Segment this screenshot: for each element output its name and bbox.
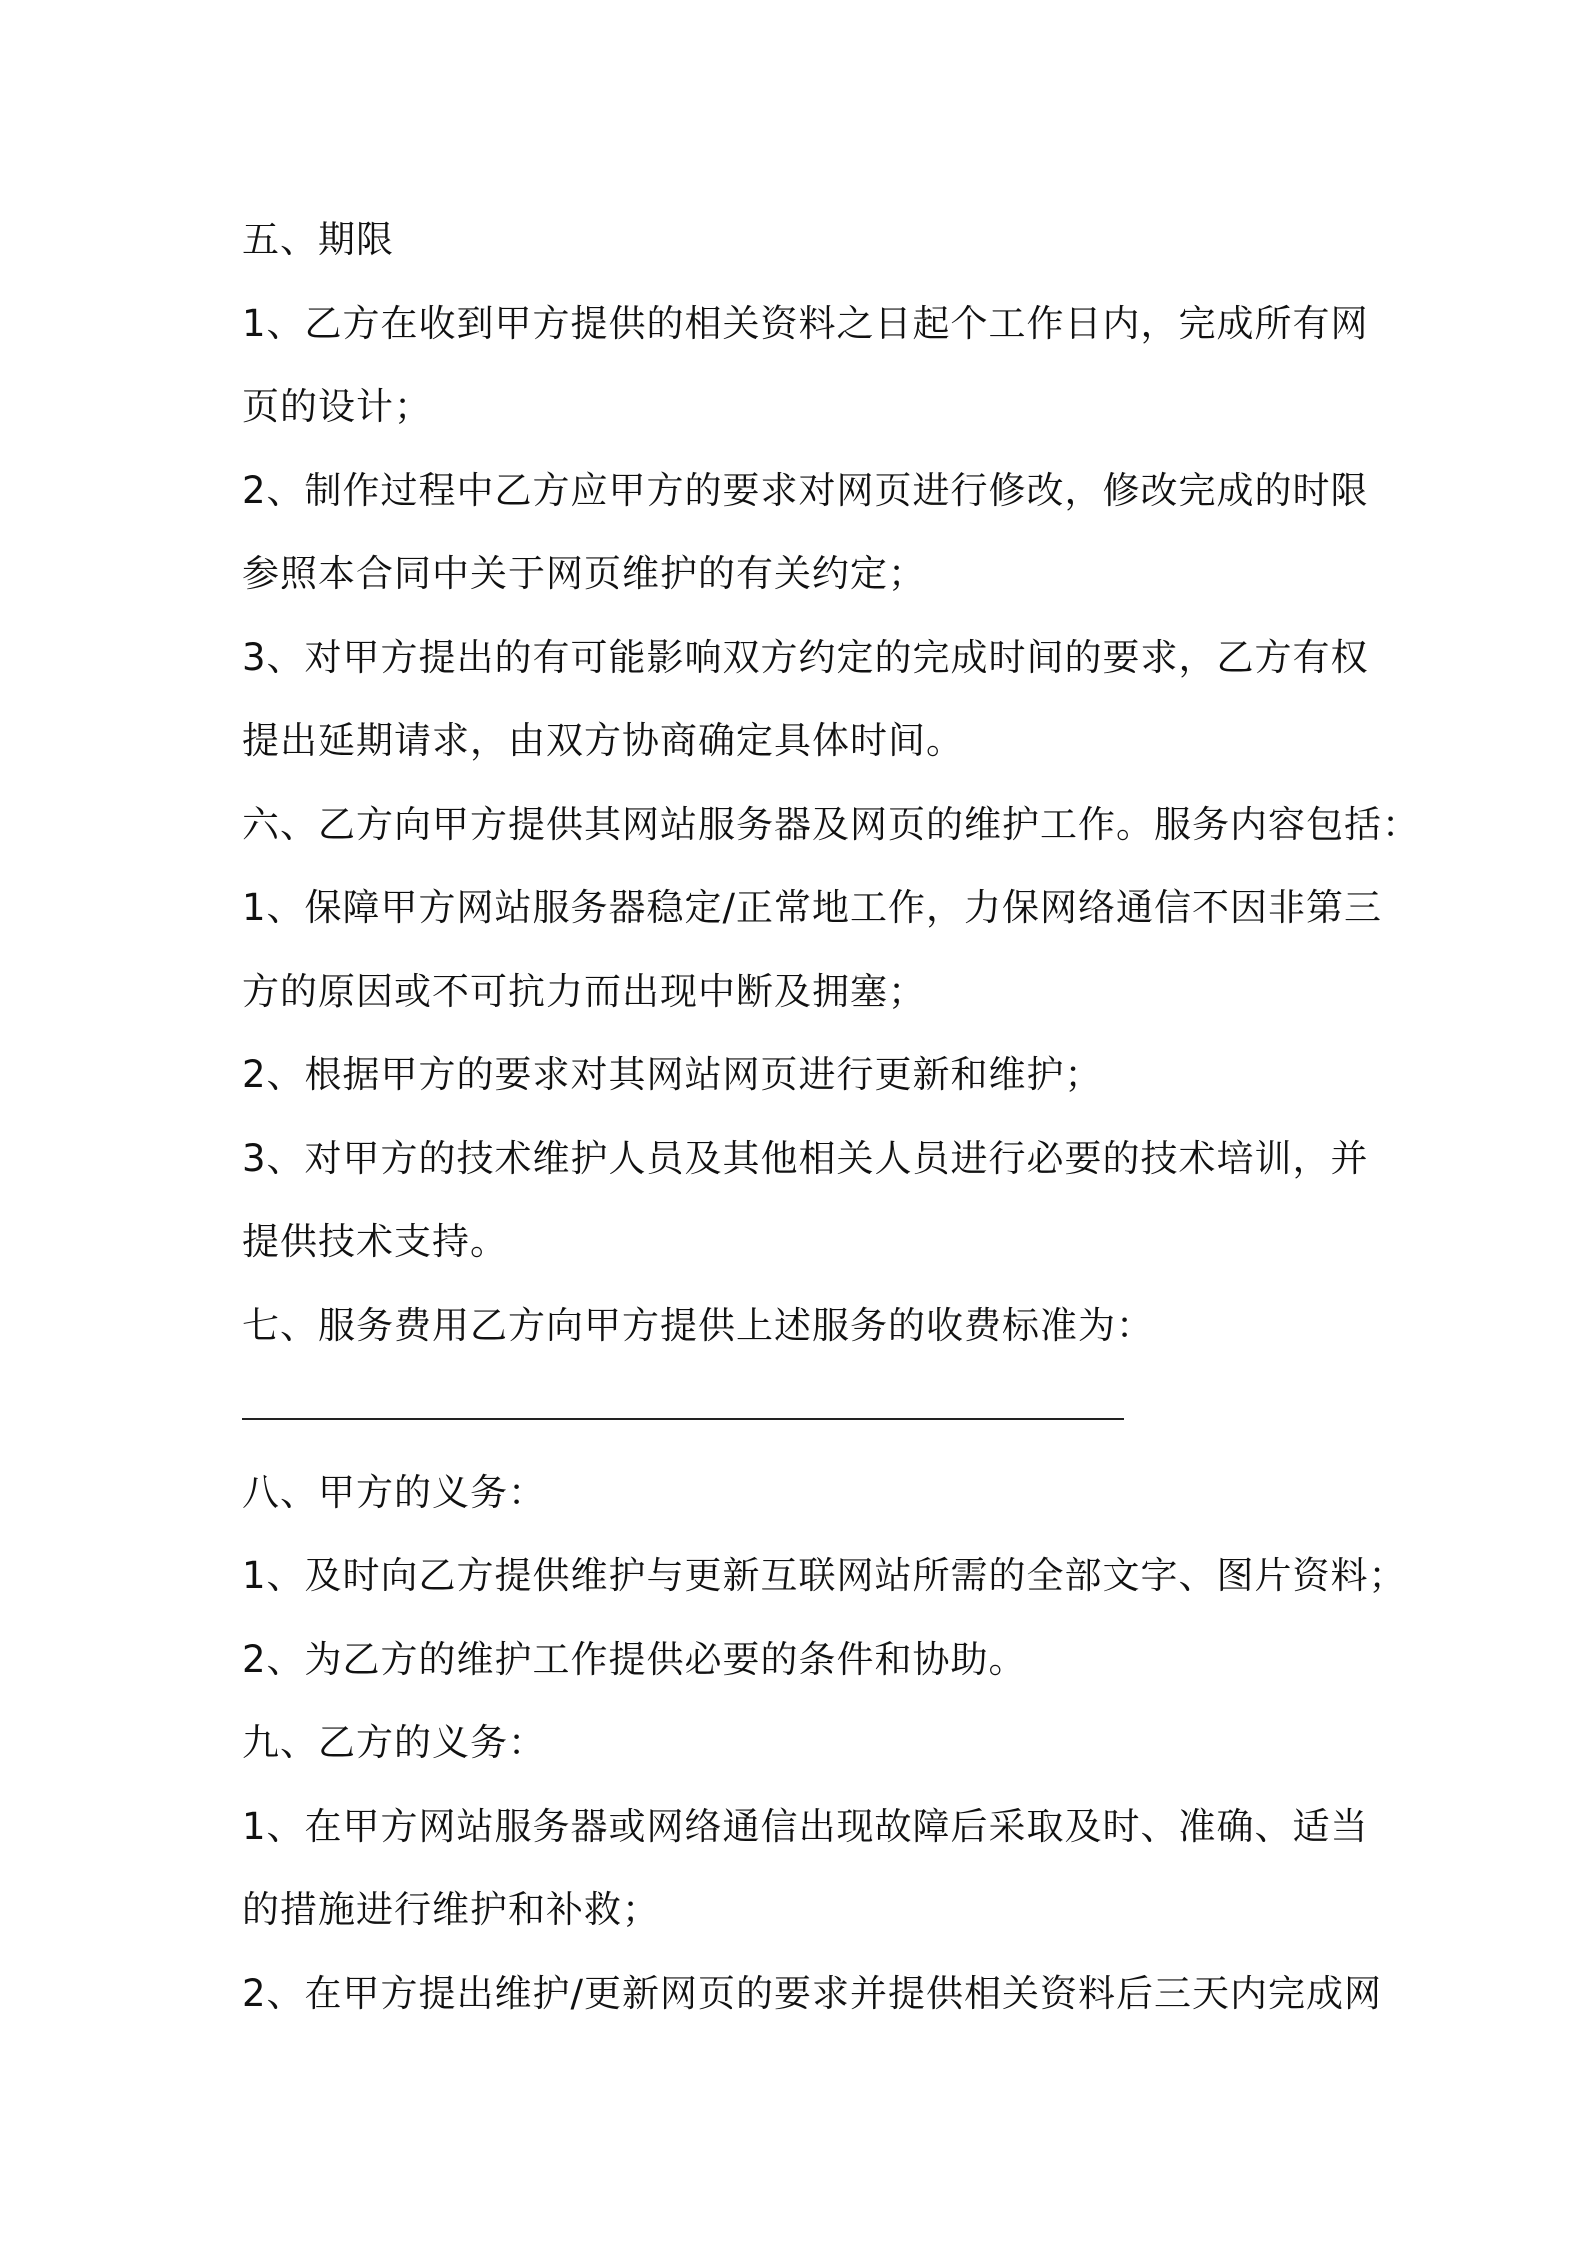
- paragraph-line: 的措施进行维护和补救；: [242, 1888, 660, 1931]
- paragraph-line: 3、对甲方提出的有可能影响双方约定的完成时间的要求，乙方有权: [242, 635, 1369, 679]
- paragraph-line: 方的原因或不可抗力而出现中断及拥塞；: [242, 969, 926, 1013]
- paragraph-line: 2、在甲方提出维护/更新网页的要求并提供相关资料后三天内完成网: [242, 1971, 1383, 2015]
- section-heading-term: 五、期限: [242, 218, 394, 261]
- section-heading-party-a-duties: 八、甲方的义务：: [242, 1470, 546, 1514]
- paragraph-line: 1、在甲方网站服务器或网络通信出现故障后采取及时、准确、适当: [242, 1804, 1369, 1848]
- paragraph-line: 参照本合同中关于网页维护的有关约定；: [242, 552, 926, 595]
- paragraph-line: 页的设计；: [242, 385, 432, 428]
- paragraph-line: 3、对甲方的技术维护人员及其他相关人员进行必要的技术培训，并: [242, 1136, 1369, 1180]
- section-heading-fees: 七、服务费用乙方向甲方提供上述服务的收费标准为：: [242, 1303, 1154, 1347]
- paragraph-line: 2、制作过程中乙方应甲方的要求对网页进行修改，修改完成的时限: [242, 468, 1369, 512]
- document-body: [242, 198, 1420, 2035]
- paragraph-line: 提出延期请求，由双方协商确定具体时间。: [242, 719, 964, 762]
- paragraph-line: 1、及时向乙方提供维护与更新互联网站所需的全部文字、图片资料；: [242, 1554, 1407, 1597]
- paragraph-line: 1、保障甲方网站服务器稳定/正常地工作，力保网络通信不因非第三: [242, 886, 1383, 929]
- paragraph-line: 1、乙方在收到甲方提供的相关资料之日起个工作日内，完成所有网: [242, 301, 1369, 345]
- fill-in-underline: [242, 1418, 1124, 1420]
- fee-blank-line: [242, 1367, 1372, 1451]
- paragraph-line: 2、为乙方的维护工作提供必要的条件和协助。: [242, 1637, 1027, 1681]
- paragraph-line: 提供技术支持。: [242, 1220, 508, 1263]
- section-heading-maintenance: 六、乙方向甲方提供其网站服务器及网页的维护工作。服务内容包括：: [242, 802, 1420, 846]
- paragraph-line: 2、根据甲方的要求对其网站网页进行更新和维护；: [242, 1053, 1103, 1096]
- section-heading-party-b-duties: 九、乙方的义务：: [242, 1721, 546, 1764]
